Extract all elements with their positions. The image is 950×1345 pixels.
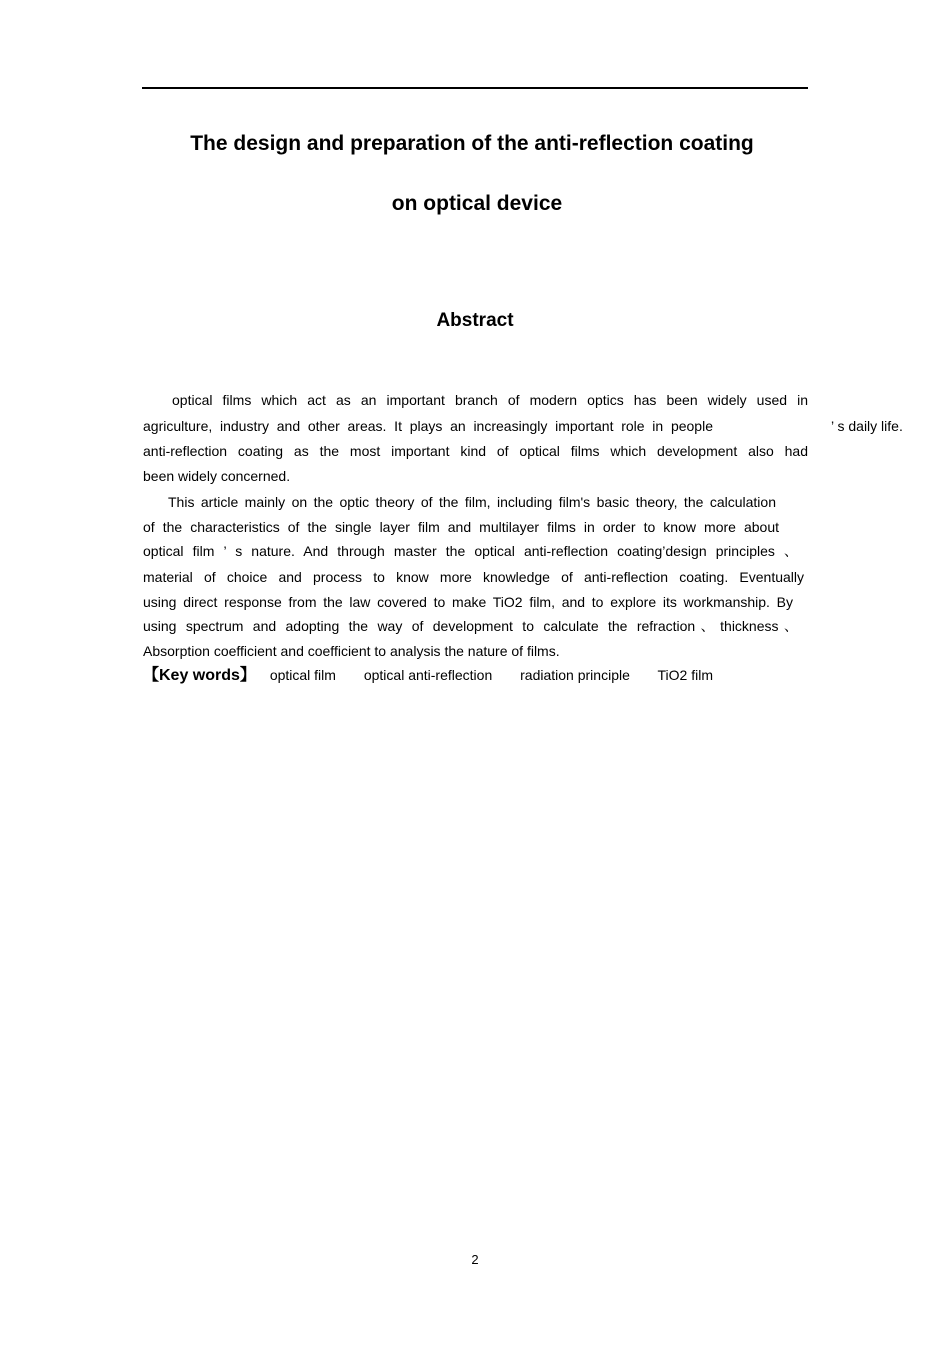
abstract-line-4: been widely concerned. bbox=[143, 468, 291, 484]
abstract-line-9: using direct response from the law covered to make TiO2 film, and to explore its workmanship. By bbox=[143, 594, 793, 610]
keyword-item: optical film bbox=[269, 667, 336, 683]
abstract-line-11: Absorption coefficient and coefficient to analysis the nature of films. bbox=[143, 643, 560, 659]
abstract-line-1: optical films which act as an important branch of modern optics has been widely used in bbox=[172, 392, 808, 408]
abstract-line-2: agriculture, industry and other areas. It plays an increasingly important role in people bbox=[143, 418, 713, 434]
paper-title-line-2: on optical device bbox=[391, 192, 563, 215]
abstract-line-3: anti-reflection coating as the most important kind of optical films which development also had bbox=[143, 443, 808, 459]
abstract-line-6: of the characteristics of the single layer film and multilayer films in order to know more about bbox=[143, 519, 779, 535]
paper-title-line-1: The design and preparation of the anti-reflection coating bbox=[190, 132, 754, 155]
keywords-row bbox=[143, 665, 743, 686]
abstract-line-5: This article mainly on the optic theory of the film, including film's basic theory, the calculation bbox=[168, 494, 776, 510]
header-rule bbox=[142, 87, 808, 89]
abstract-line-10: using spectrum and adopting the way of development to calculate the refraction、thickness、 bbox=[143, 618, 798, 634]
abstract-line-2-tail: ’ s daily life. bbox=[831, 418, 903, 434]
keyword-item: radiation principle bbox=[520, 667, 630, 683]
abstract-line-7: optical film ’ s nature. And through master the optical anti-reflection coating’design principles 、 bbox=[143, 543, 798, 559]
abstract-heading: Abstract bbox=[436, 310, 514, 331]
keyword-item: TiO2 film bbox=[657, 667, 713, 683]
page-number: 2 bbox=[471, 1252, 479, 1267]
keywords-label: 【Key words】 bbox=[143, 667, 256, 684]
abstract-line-8: material of choice and process to know more knowledge of anti-reflection coating. Eventually bbox=[143, 569, 804, 585]
keyword-item: optical anti-reflection bbox=[363, 667, 493, 683]
